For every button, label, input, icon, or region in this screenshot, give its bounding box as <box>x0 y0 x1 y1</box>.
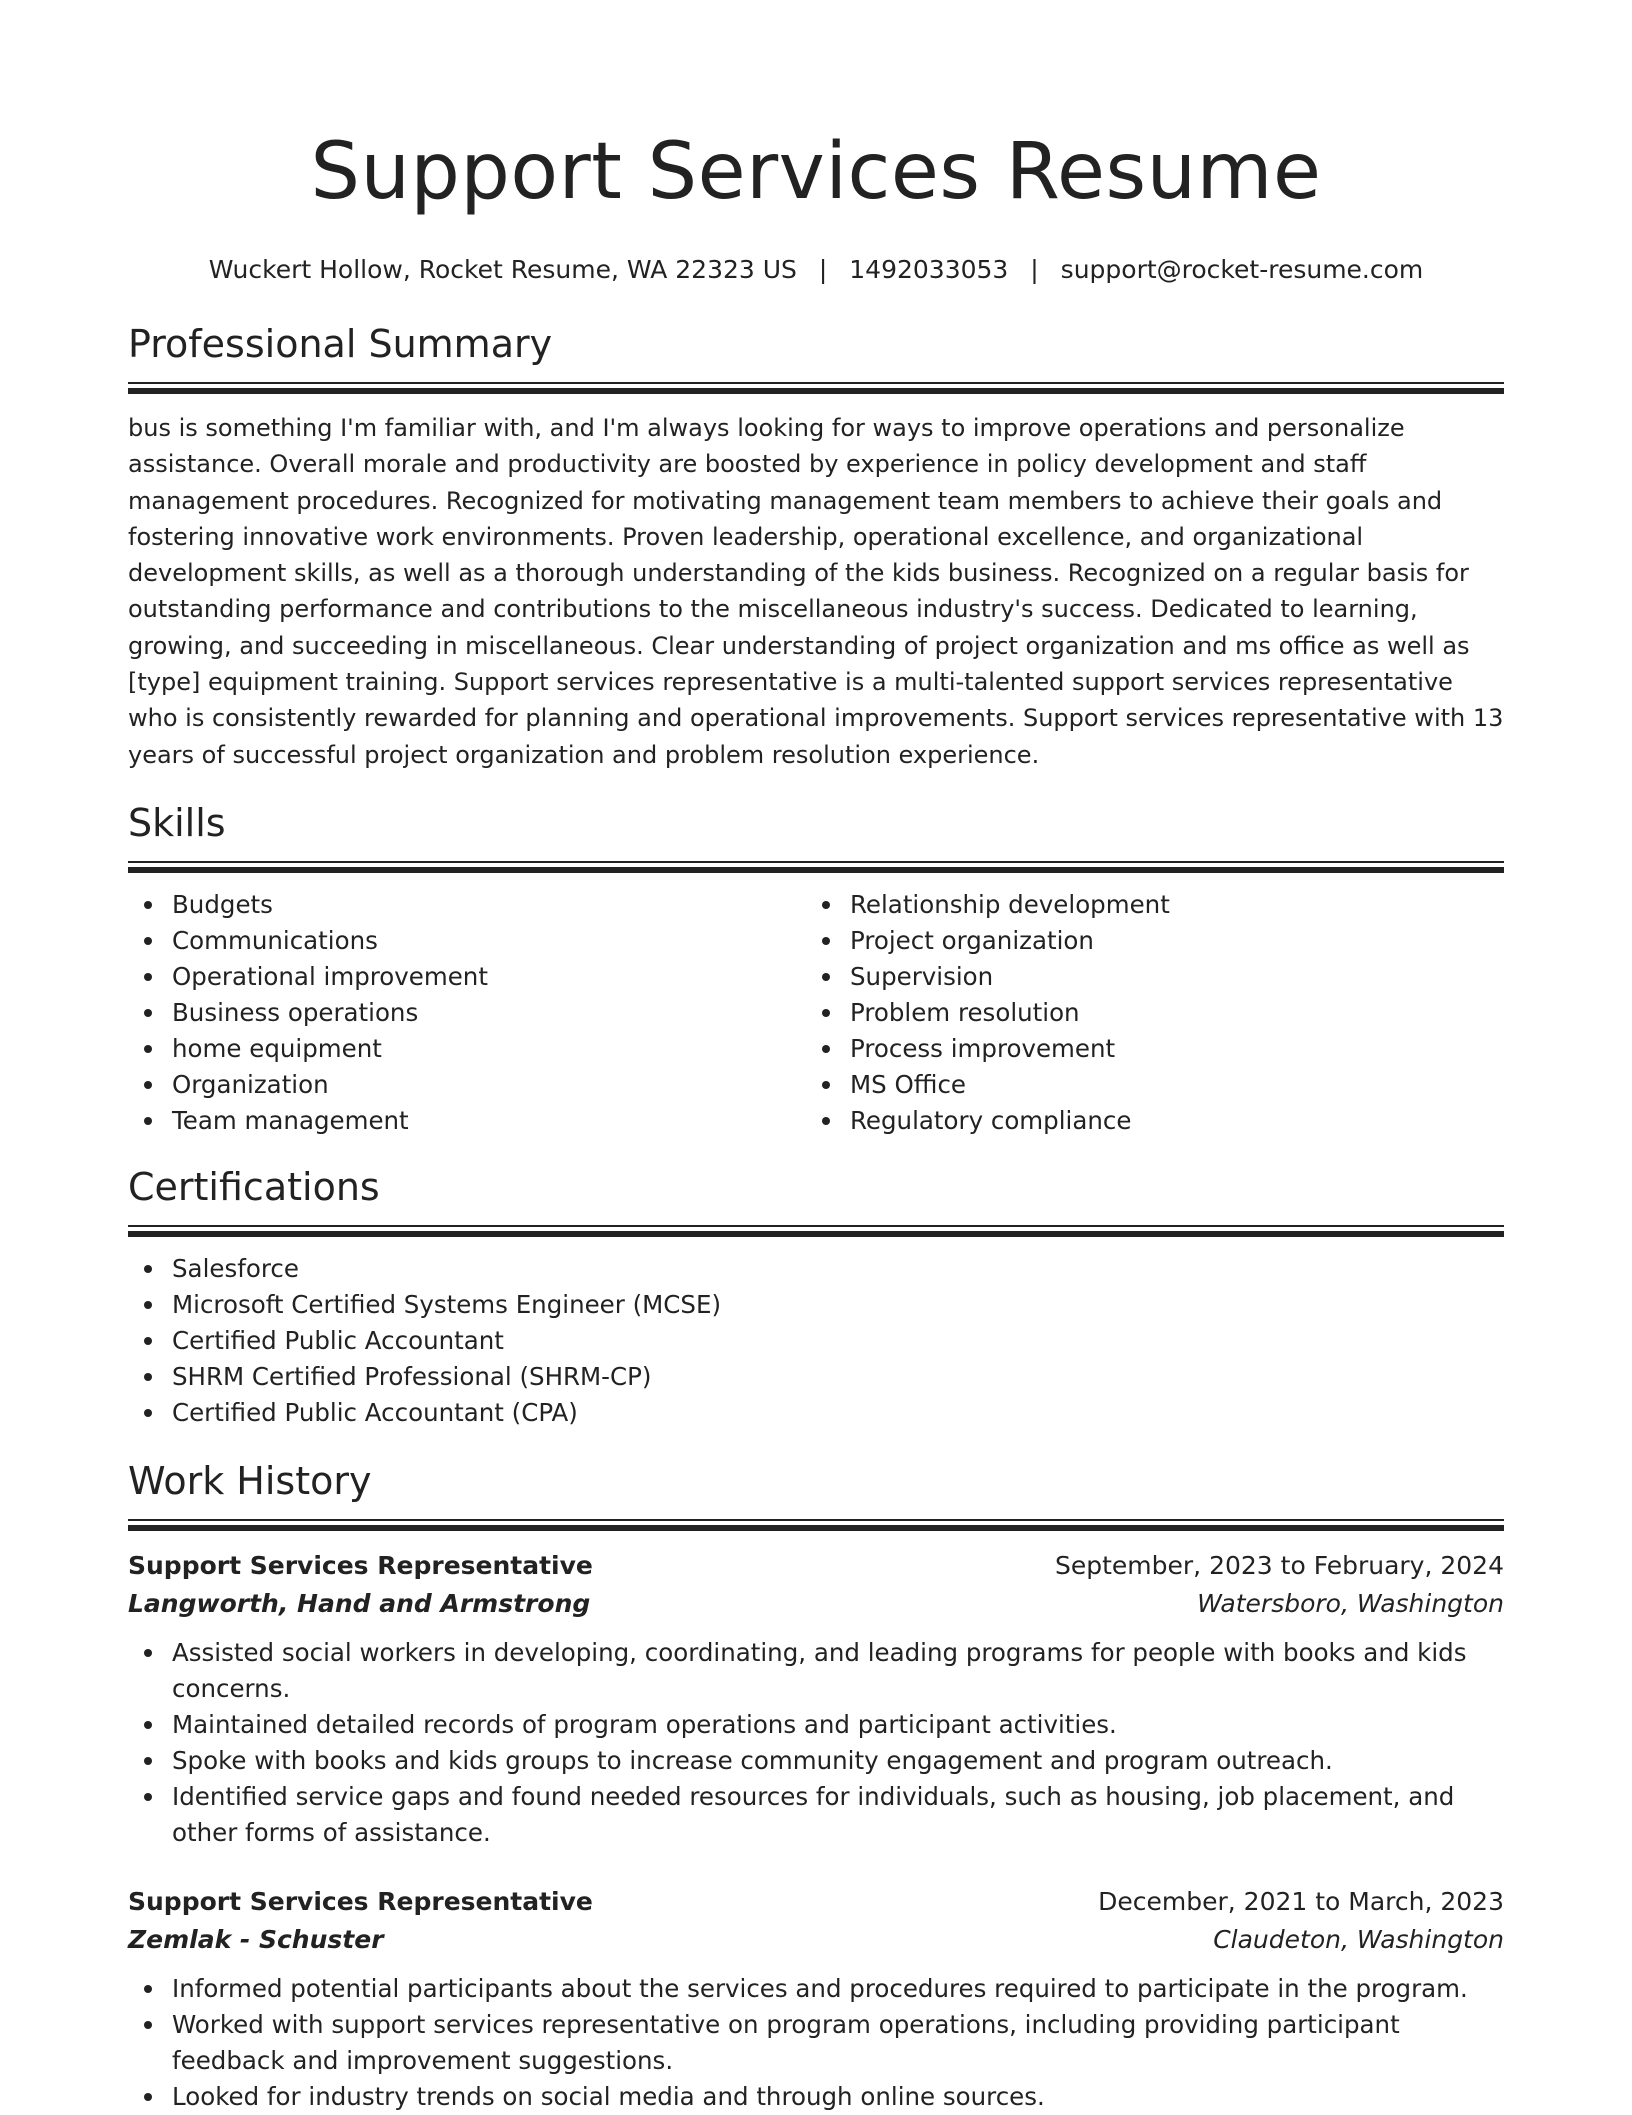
section-divider <box>128 1519 1504 1531</box>
skill-item: Process improvement <box>806 1031 1484 1067</box>
section-heading-certifications: Certifications <box>128 1164 380 1209</box>
resume-page <box>128 0 1504 2115</box>
job-duty: Maintained detailed records of program operations and participant activities. <box>128 1707 1504 1743</box>
job-company: Langworth, Hand and Armstrong <box>128 1588 591 1618</box>
certification-item: Certified Public Accountant (CPA) <box>128 1395 1504 1431</box>
certification-item: Salesforce <box>128 1251 1504 1287</box>
skill-item: Team management <box>128 1103 806 1139</box>
contact-line <box>128 254 1504 286</box>
job-subheader <box>128 1585 1504 1623</box>
job-title: Support Services Representative <box>128 1886 593 1916</box>
certification-item: Microsoft Certified Systems Engineer (MCSE) <box>128 1287 1504 1323</box>
contact-phone: 1492033053 <box>849 255 1009 284</box>
section-divider <box>128 861 1504 873</box>
skills-grid <box>128 887 1504 1139</box>
job-dates: December, 2021 to March, 2023 <box>1098 1886 1504 1916</box>
skill-item: home equipment <box>128 1031 806 1067</box>
contact-email: support@rocket-resume.com <box>1060 255 1424 284</box>
certification-item: SHRM Certified Professional (SHRM-CP) <box>128 1359 1504 1395</box>
contact-address: Wuckert Hollow, Rocket Resume, WA 22323 US <box>208 255 797 284</box>
job-duty: Worked with support services representative on program operations, including providing participant feedback and improvement suggestions. <box>128 2007 1504 2079</box>
job-title: Support Services Representative <box>128 1550 593 1580</box>
job-duty: Assisted social workers in developing, coordinating, and leading programs for people with books and kids concerns. <box>128 1635 1504 1707</box>
job-entry <box>128 1883 1504 2115</box>
skill-item: Problem resolution <box>806 995 1484 1031</box>
work-history-section <box>128 1457 1504 2115</box>
section-divider <box>128 382 1504 394</box>
section-divider <box>128 1225 1504 1237</box>
section-heading-summary: Professional Summary <box>128 322 553 366</box>
certifications-section <box>128 1163 1504 1431</box>
skill-item: Supervision <box>806 959 1484 995</box>
job-duty: Identified service gaps and found needed resources for individuals, such as housing, job placement, and other forms of assistance. <box>128 1779 1504 1851</box>
skills-column-right <box>806 887 1484 1139</box>
contact-separator: | <box>818 255 828 284</box>
section-heading-skills: Skills <box>128 800 226 845</box>
summary-text: bus is something I'm familiar with, and I'm always looking for ways to improve operations and personalize assistance. Overall morale and productivity are boosted by experience in policy development and staff management procedures. Recognized for motivating management team members to achieve their goals and fostering innovative work environments. Proven leadership, operational excellence, and organizational development skills, as well as a thorough understanding of the kids business. Recognized on a regular basis for outstanding performance and contributions to the miscellaneous industry's success. Dedicated to learning, growing, and succeeding in miscellaneous. Clear understanding of project organization and ms office as well as [type] equipment training. Support services representative is a multi-talented support services representative who is consistently rewarded for planning and operational improvements. Support services representative with 13 years of successful project organization and problem resolution experience. <box>128 414 1504 769</box>
job-location: Claudeton, Washington <box>1213 1924 1504 1954</box>
skill-item: Project organization <box>806 923 1484 959</box>
skill-item: Regulatory compliance <box>806 1103 1484 1139</box>
resume-title: Support Services Resume <box>310 127 1322 217</box>
job-duties-list <box>128 1971 1504 2115</box>
certification-item: Certified Public Accountant <box>128 1323 1504 1359</box>
section-heading-work-history: Work History <box>128 1458 372 1503</box>
job-duties-list <box>128 1635 1504 1851</box>
skill-item: MS Office <box>806 1067 1484 1103</box>
skill-item: Business operations <box>128 995 806 1031</box>
job-duty: Informed potential participants about the services and procedures required to participate in the program. <box>128 1971 1504 2007</box>
certifications-list <box>128 1251 1504 1431</box>
job-subheader <box>128 1921 1504 1959</box>
job-duty: Spoke with books and kids groups to increase community engagement and program outreach. <box>128 1743 1504 1779</box>
job-location: Watersboro, Washington <box>1197 1588 1504 1618</box>
skill-item: Communications <box>128 923 806 959</box>
skills-column-left <box>128 887 806 1139</box>
skill-item: Organization <box>128 1067 806 1103</box>
job-company: Zemlak - Schuster <box>128 1924 384 1954</box>
skill-item: Operational improvement <box>128 959 806 995</box>
skill-item: Relationship development <box>806 887 1484 923</box>
job-duty: Looked for industry trends on social media and through online sources. <box>128 2079 1504 2115</box>
job-dates: September, 2023 to February, 2024 <box>1055 1550 1504 1580</box>
job-header <box>128 1883 1504 1921</box>
skills-section <box>128 799 1504 1139</box>
skill-item: Budgets <box>128 887 806 923</box>
job-header <box>128 1547 1504 1585</box>
job-entry <box>128 1547 1504 1851</box>
contact-separator: | <box>1030 255 1039 284</box>
summary-section <box>128 320 1504 773</box>
